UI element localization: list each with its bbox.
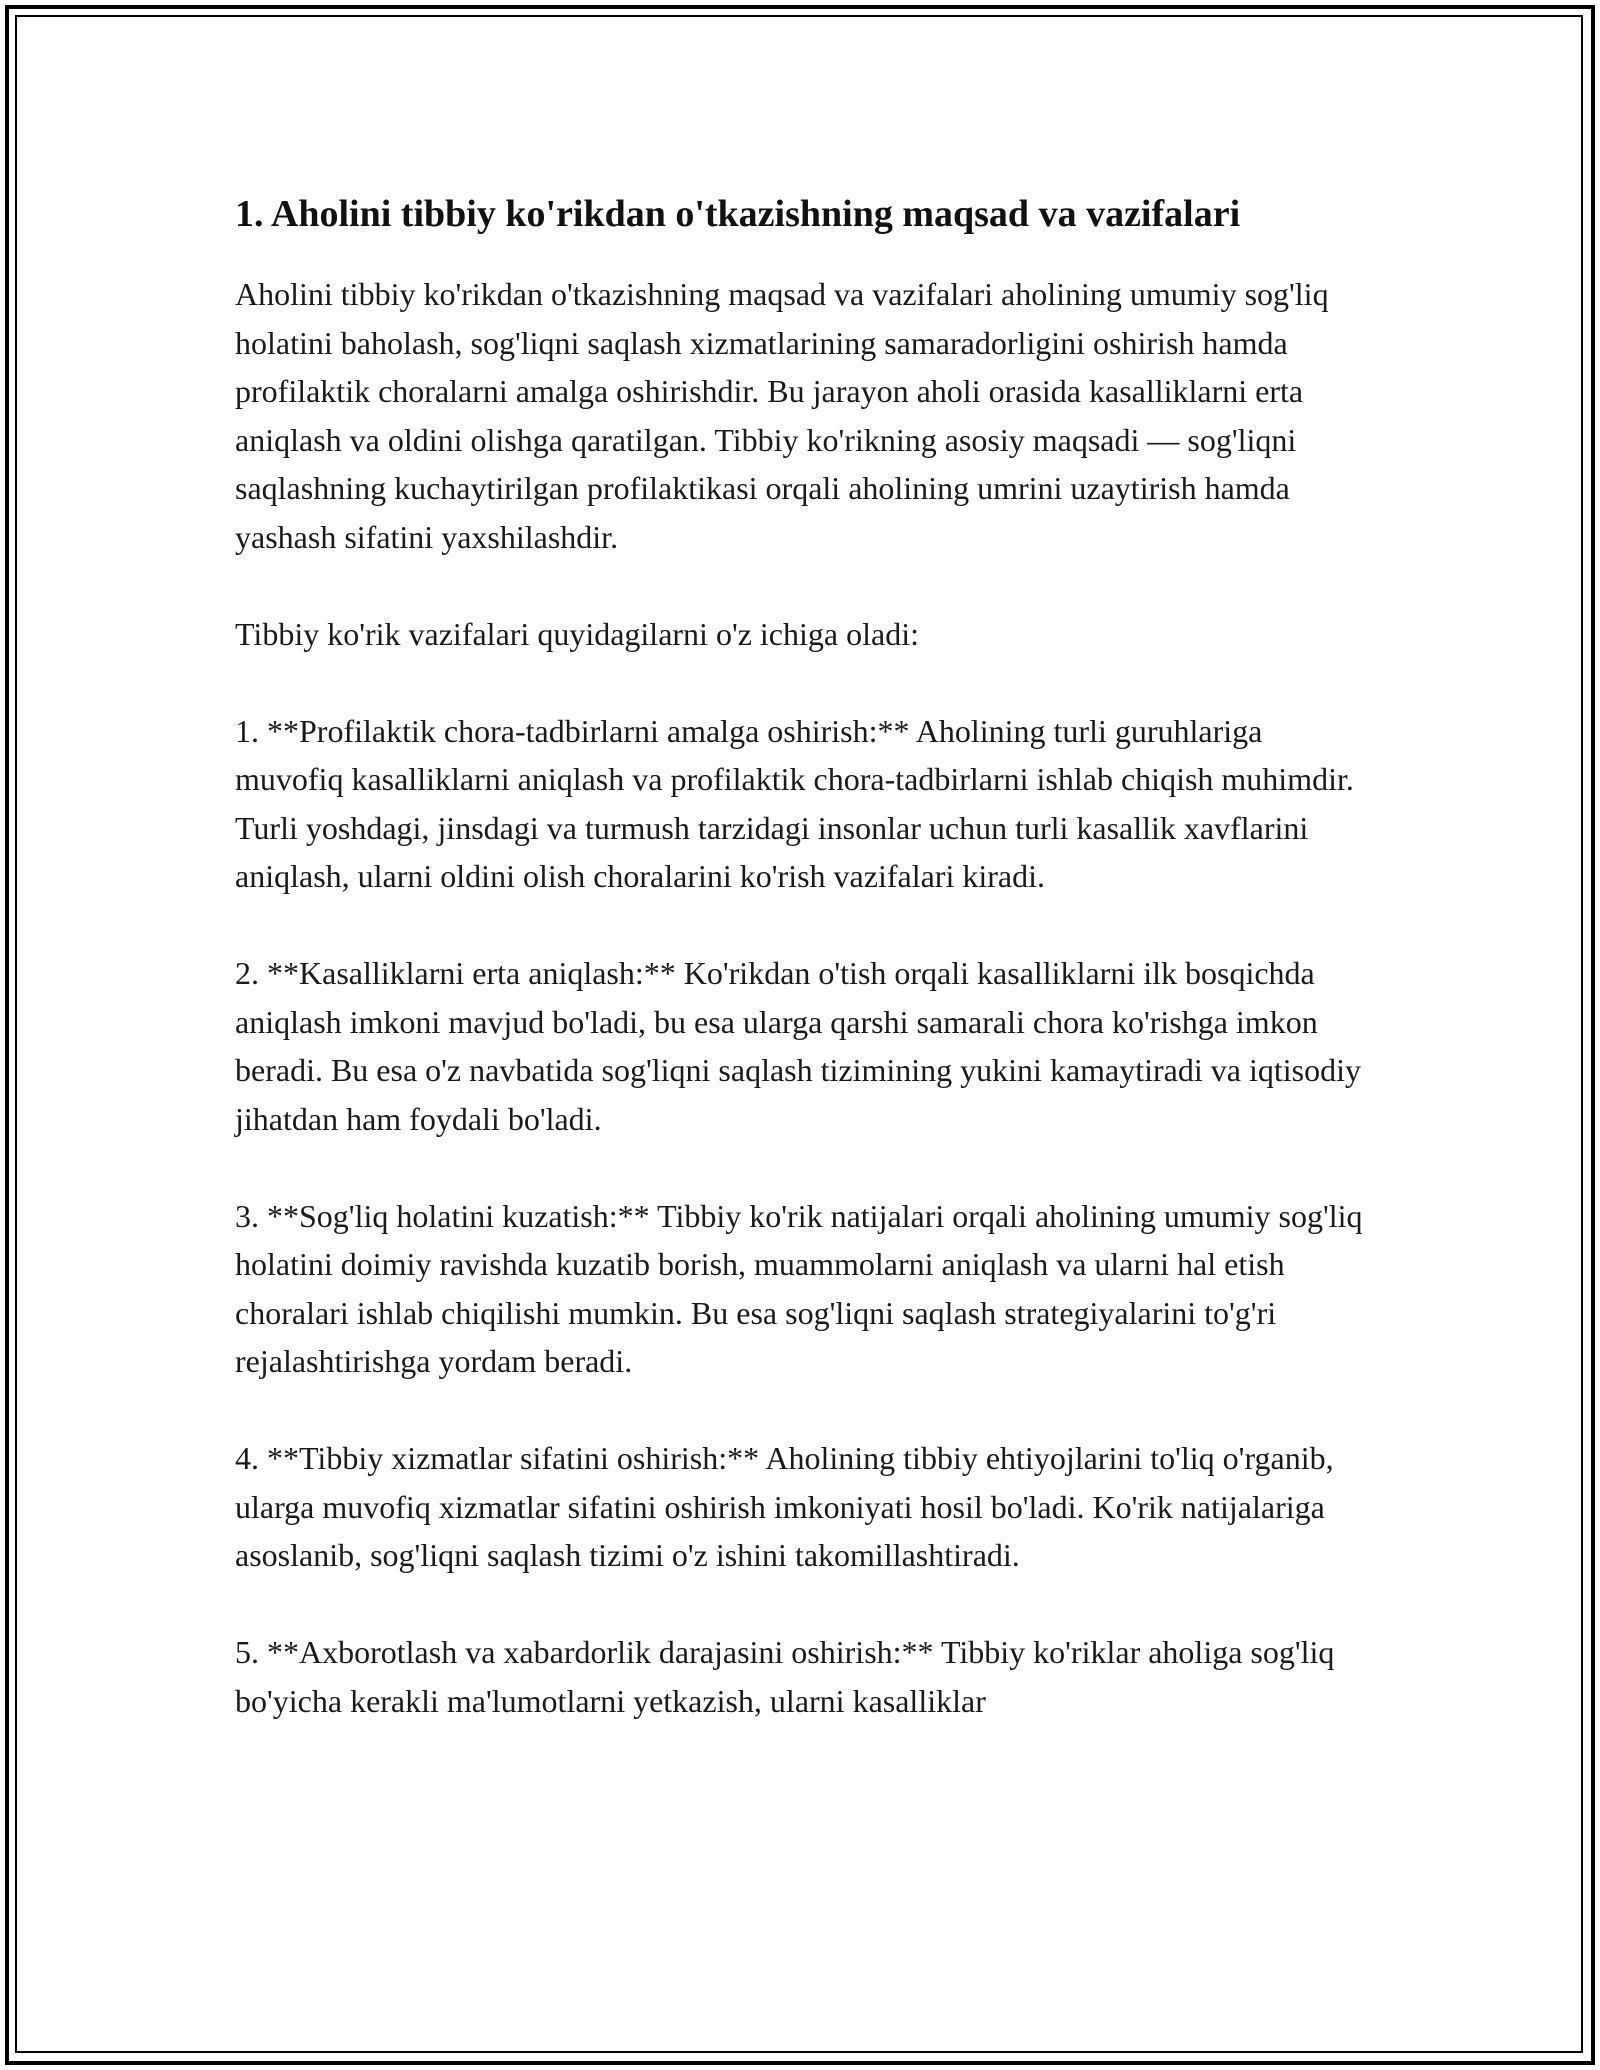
task-item-2: 2. **Kasalliklarni erta aniqlash:** Ko'rikdan o'tish orqali kasalliklarni ilk bosqichda aniqlash imkoni mavjud bo'ladi, bu esa ularga qarshi samarali chora ko'rishga imkon beradi. Bu esa o'z navbatida sog'liqni saqlash tizimining yukini kamaytiradi va iqtisodiy jihatdan ham foydali bo'ladi. [235,955,1361,1137]
task-item-1: 1. **Profilaktik chora-tadbirlarni amalga oshirish:** Aholining turli guruhlariga muvofiq kasalliklarni aniqlash va profilaktik chora-tadbirlarni ishlab chiqish muhimdir. Turli yoshdagi, jinsdagi va turmush tarzidagi insonlar uchun turli kasallik xavflarini aniqlash, ularni oldini olish choralarini ko'rish vazifalari kiradi. [235,712,1354,894]
intro-paragraph: Aholini tibbiy ko'rikdan o'tkazishning maqsad va vazifalari aholining umumiy sog'liq holatini baholash, sog'liqni saqlash xizmatlarining samaradorligini oshirish hamda profilaktik choralarni amalga oshirishdir. Bu jarayon aholi orasida kasalliklarni erta aniqlash va oldini olishga qaratilgan. Tibbiy ko'rikning asosiy maqsadi — sog'liqni saqlashning kuchaytirilgan profilaktikasi orqali aholining umrini uzaytirish hamda yashash sifatini yaxshilashdir. [235,276,1329,555]
task-item-4: 4. **Tibbiy xizmatlar sifatini oshirish:** Aholining tibbiy ehtiyojlarini to'liq o'rganib, ularga muvofiq xizmatlar sifatini oshirish imkoniyati hosil bo'ladi. Ko'rik natijalariga asoslanib, sog'liqni saqlash tizimi o'z ishini takomillashtiradi. [235,1440,1334,1573]
tasks-intro-paragraph: Tibbiy ko'rik vazifalari quyidagilarni o'z ichiga oladi: [235,615,919,652]
section-heading: 1. Aholini tibbiy ko'rikdan o'tkazishning maqsad va vazifalari [235,193,1241,235]
document-body [235,182,1375,1774]
task-item-3: 3. **Sog'liq holatini kuzatish:** Tibbiy ko'rik natijalari orqali aholining umumiy sog'liq holatini doimiy ravishda kuzatib borish, muammolarni aniqlash va ularni hal etish choralari ishlab chiqilishi mumkin. Bu esa sog'liqni saqlash strategiyalarini to'g'ri rejalashtirishga yordam beradi. [235,1197,1363,1379]
task-item-5: 5. **Axborotlash va xabardorlik darajasini oshirish:** Tibbiy ko'riklar aholiga sog'liq bo'yicha kerakli ma'lumotlarni yetkazish, ularni kasalliklar [235,1634,1335,1719]
